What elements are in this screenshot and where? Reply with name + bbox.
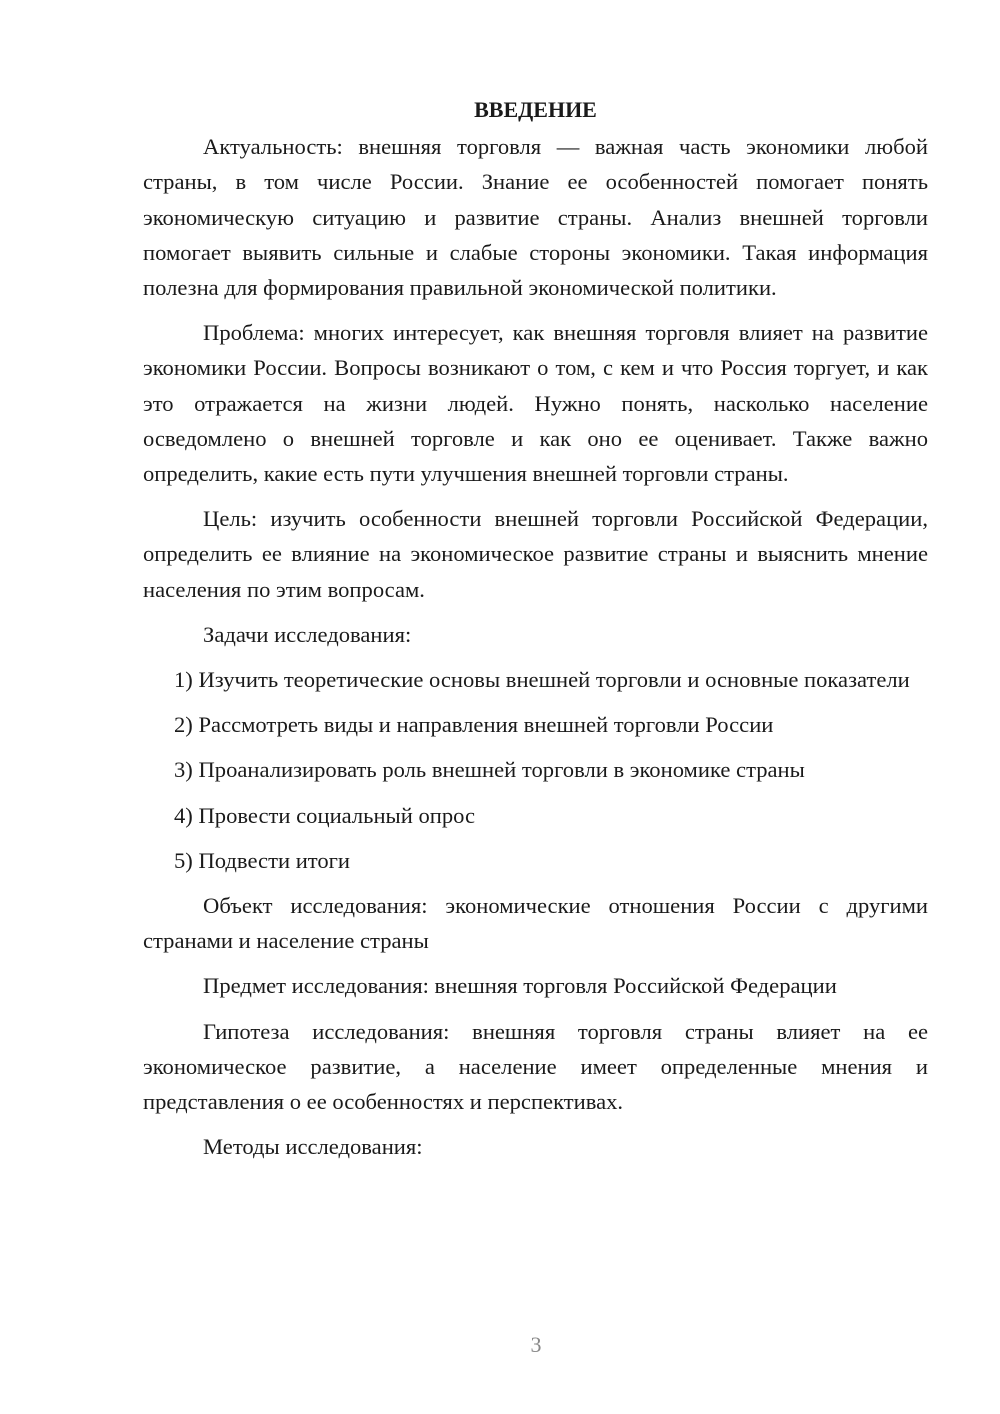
section-title: ВВЕДЕНИЕ — [474, 97, 597, 122]
page-number: 3 — [530, 1332, 542, 1357]
task-item-4: 4) Провести социальный опрос — [174, 802, 476, 828]
object-paragraph: Объект исследования: экономические отношения России с другими странами и население страны — [143, 893, 928, 954]
tasks-heading: Задачи исследования: — [203, 621, 412, 647]
task-item-1: 1) Изучить теоретические основы внешней торговли и основные показатели — [174, 667, 910, 693]
page-content — [143, 92, 928, 1174]
goal-paragraph: Цель: изучить особенности внешней торговли Российской Федерации, определить ее влияние на экономическое развитие страны и выяснить мнение населения по этим вопросам. — [143, 506, 928, 602]
problem-paragraph: Проблема: многих интересует, как внешняя торговля влияет на развитие экономики России. Вопросы возникают о том, с кем и что Россия торгует, и как это отражается на жизни людей. Нужно понять, насколько население осведомлено о внешней торговле и как оно ее оценивает. Также важно определить, какие есть пути улучшения внешней торговли страны. — [143, 320, 928, 487]
methods-heading: Методы исследования: — [203, 1134, 423, 1160]
hypothesis-paragraph: Гипотеза исследования: внешняя торговля страны влияет на ее экономическое развитие, а население имеет определенные мнения и представления о ее особенностях и перспективах. — [143, 1018, 928, 1115]
task-item-2: 2) Рассмотреть виды и направления внешней торговли России — [174, 712, 774, 738]
subject-paragraph: Предмет исследования: внешняя торговля Российской Федерации — [203, 973, 837, 999]
relevance-paragraph: Актуальность: внешняя торговля — важная часть экономики любой страны, в том числе России. Знание ее особенностей помогает понять экономическую ситуацию и развитие страны. Анализ внешней торговли помогает выявить сильные и слабые стороны экономики. Такая информация полезна для формирования правильной экономической политики. — [143, 134, 928, 301]
task-item-3: 3) Проанализировать роль внешней торговли в экономике страны — [174, 757, 805, 783]
task-item-5: 5) Подвести итоги — [174, 847, 351, 873]
